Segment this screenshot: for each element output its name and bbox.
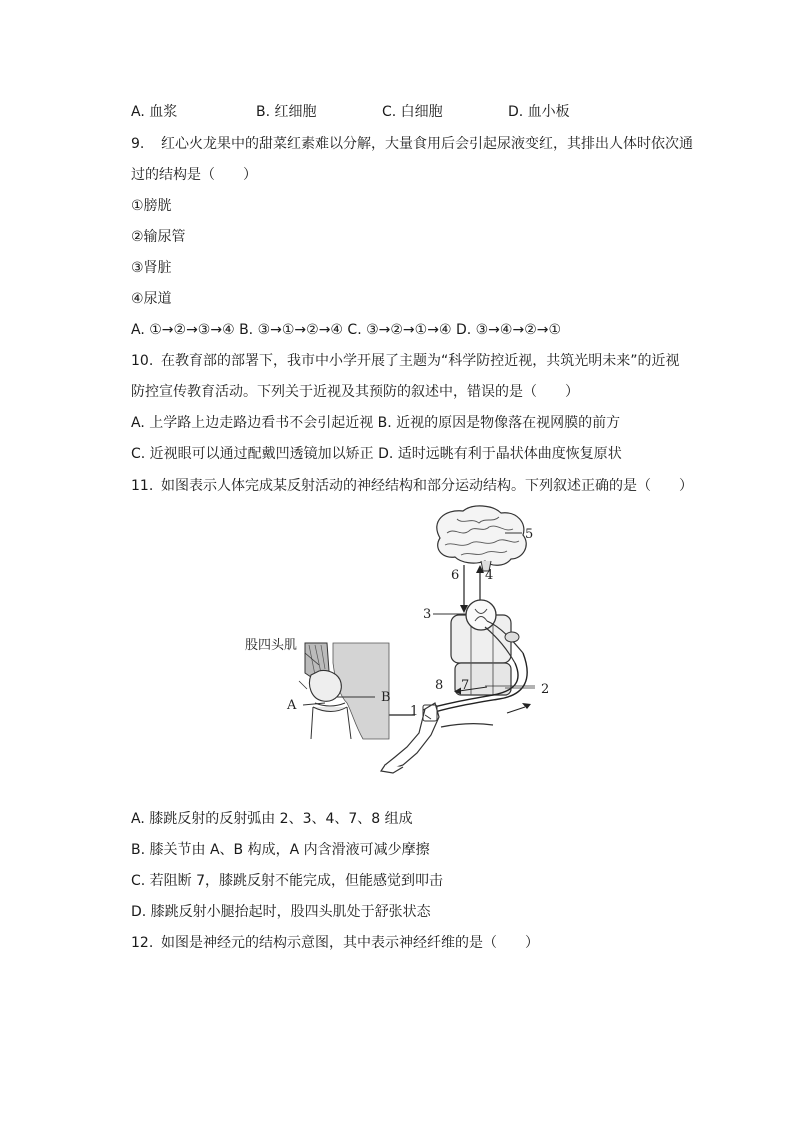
label-2: 2	[541, 682, 550, 697]
q10-text-line1: 在教育部的部署下，我市中小学开展了主题为“科学防控近视，共筑光明未来”的近视	[161, 353, 680, 369]
q10-number: 10.	[131, 353, 154, 369]
label-a: A	[287, 698, 297, 713]
knee-joint-illustration	[297, 643, 389, 739]
q11-option-c: C. 若阻断 7，膝跳反射不能完成，但能感觉到叩击	[131, 873, 444, 889]
q9-question-line1	[131, 134, 693, 154]
q9-options: A. ①→②→③→④ B. ③→①→②→④ C. ③→②→①→④ D. ③→④→②→①	[131, 322, 562, 338]
q10-options-line2: C. 近视眼可以通过配戴凹透镜加以矫正 D. 适时远眺有利于晶状体曲度恢复原状	[131, 446, 622, 462]
label-b: B	[381, 690, 391, 705]
q11-number: 11.	[131, 478, 154, 494]
q9-number: 9.	[131, 136, 145, 152]
q8-option-a: A. 血浆	[131, 104, 178, 120]
q9-text-line2: 过的结构是（ ）	[131, 167, 257, 183]
q11-option-a: A. 膝跳反射的反射弧由 2、3、4、7、8 组成	[131, 811, 413, 827]
label-6: 6	[451, 568, 460, 583]
q12-number: 12.	[131, 935, 154, 951]
q10-question-line1	[131, 351, 680, 371]
q12-text: 如图是神经元的结构示意图，其中表示神经纤维的是（ ）	[161, 935, 539, 951]
q12-question	[131, 933, 539, 953]
q9-item-2: ②输尿管	[131, 229, 186, 245]
arrow-6-down	[460, 565, 468, 613]
arrow-2	[507, 703, 531, 713]
label-7: 7	[461, 678, 470, 693]
q8-options	[131, 101, 691, 123]
q8-option-c: C. 白细胞	[382, 104, 443, 120]
q11-question	[131, 476, 693, 496]
brain-illustration	[437, 506, 526, 571]
leg-illustration	[381, 703, 493, 773]
label-4: 4	[485, 568, 494, 583]
q9-item-1: ①膀胱	[131, 198, 172, 214]
q9-item-4: ④尿道	[131, 291, 172, 307]
label-1: 1	[410, 704, 419, 719]
q10-text-line2: 防控宣传教育活动。下列关于近视及其预防的叙述中，错误的是（ ）	[131, 384, 579, 400]
q9-text-line1: 红心火龙果中的甜菜红素难以分解，大量食用后会引起尿液变红，其排出人体时依次通	[161, 136, 693, 152]
q10-options-line1: A. 上学路上边走路边看书不会引起近视 B. 近视的原因是物像落在视网膜的前方	[131, 415, 621, 431]
q11-text: 如图表示人体完成某反射活动的神经结构和部分运动结构。下列叙述正确的是（ ）	[161, 478, 693, 494]
q9-item-3: ③肾脏	[131, 260, 172, 276]
label-5: 5	[525, 527, 534, 542]
q8-option-b: B. 红细胞	[256, 104, 317, 120]
label-8: 8	[435, 678, 444, 693]
label-3: 3	[423, 607, 432, 622]
reflex-arc-figure	[235, 503, 565, 778]
q11-option-b: B. 膝关节由 A、B 构成，A 内含滑液可减少摩擦	[131, 842, 430, 858]
label-quadriceps: 股四头肌	[245, 638, 298, 653]
q11-option-d: D. 膝跳反射小腿抬起时，股四头肌处于舒张状态	[131, 904, 431, 920]
q8-option-d: D. 血小板	[508, 104, 570, 120]
